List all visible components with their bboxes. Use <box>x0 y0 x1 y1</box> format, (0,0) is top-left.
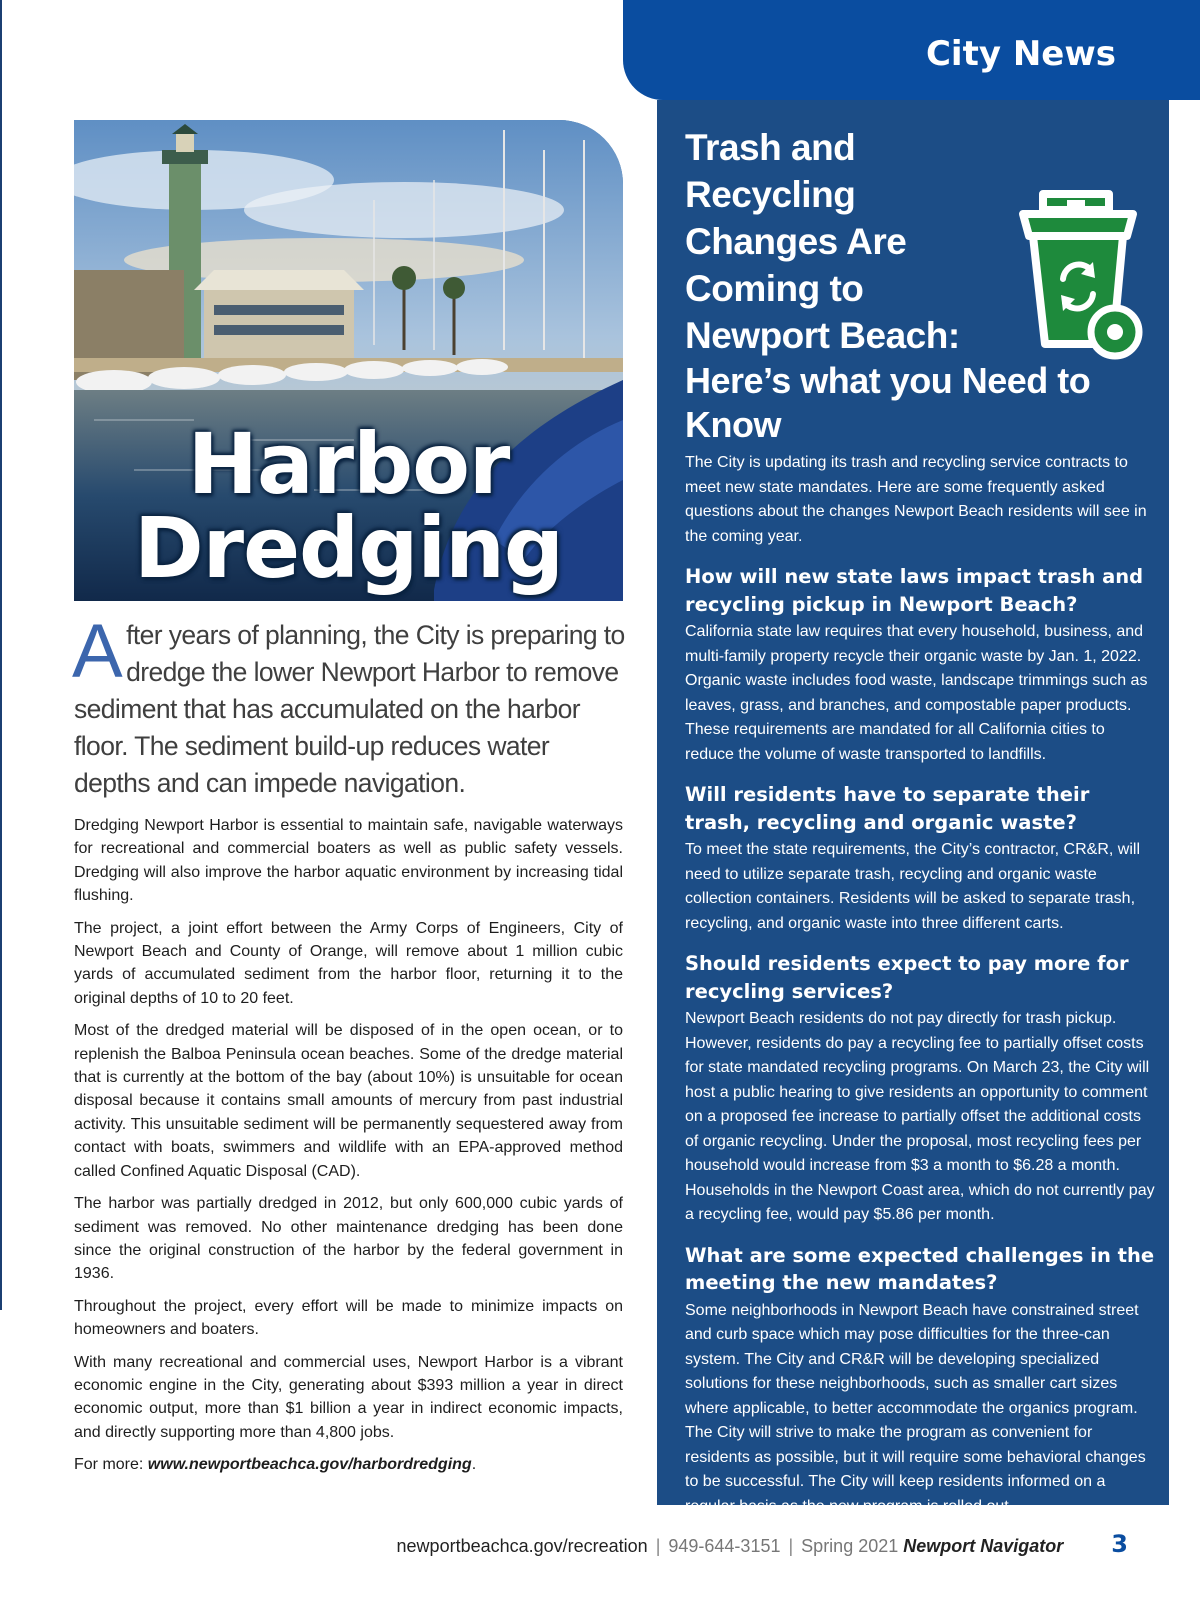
panel-subtitle: Here’s what you Need to Know <box>685 360 1091 445</box>
body-paragraph-6: With many recreational and commercial uses, Newport Harbor is a vibrant economic engine in the City, generating about $393 million a year in direct economic output, more than $1 billion a year in indirect economic impacts, and directly supporting more than 4,800 jobs. <box>74 1353 623 1441</box>
footer-phone: 949-644-3151 <box>668 1536 781 1556</box>
article-body <box>74 814 623 1486</box>
lead-paragraph <box>72 609 630 802</box>
faq-question-1: How will new state laws impact trash and recycling pickup in Newport Beach? <box>685 565 1144 616</box>
harbor-dredging-link[interactable]: www.newportbeachca.gov/harbordredging <box>147 1456 472 1474</box>
page-number: 3 <box>1111 1530 1128 1558</box>
faq-answer-4: Some neighborhoods in Newport Beach have constrained street and curb space which may pose difficulties for the three-can system. The City and CR&R will be developing specialized solutions for these neighborhoods, such as smaller cart sizes where applicable, to better accommodate the organics program. The City will strive to make the program as convenient for residents as possible, but it will require some behavioral changes to be successful. The City will keep residents informed on a regular basis as the new program is rolled out. <box>685 1301 1146 1515</box>
page-footer <box>0 1530 1128 1558</box>
harbor-photo <box>74 120 623 601</box>
body-paragraph-1: Dredging Newport Harbor is essential to maintain safe, navigable waterways for recreational and commercial boaters as well as public safety vessels. Dredging will also improve the harbor aquatic environment by increasing tidal flushing. <box>74 817 623 905</box>
faq-answer-3: Newport Beach residents do not pay directly for trash pickup. However, residents do pay a recycling fee to partially offset costs for state mandated recycling programs. On March 23, the City will host a public hearing to give residents an opportunity to comment on a proposed fee increase to partially offset the additional costs of organic recycling. Under the proposal, most recycling fees per household would increase from $3 a month to $6.28 a month. Households in the Newport Coast area, which do not currently pay a recycling fee, would pay $5.86 per month. <box>685 1010 1155 1223</box>
more-info-line <box>74 1453 623 1476</box>
drop-cap: A <box>72 609 123 694</box>
feature-title-line-1: Harbor <box>187 415 510 513</box>
footer-url: newportbeachca.gov/recreation <box>396 1536 648 1556</box>
footer-separator: | <box>655 1536 661 1556</box>
body-paragraph-5: Throughout the project, every effort will be made to minimize impacts on homeowners and boaters. <box>74 1297 623 1339</box>
panel-title: Trash and Recycling Changes Are Coming to Newport Beach: <box>685 127 960 356</box>
footer-season: Spring 2021 <box>801 1536 899 1556</box>
more-info-prefix: For more: <box>74 1456 148 1474</box>
body-paragraph-2: The project, a joint effort between the Army Corps of Engineers, City of Newport Beach and County of Orange, will remove about 1 million cubic yards of accumulated sediment from the harbor floor, returning it to the original depths of 10 to 20 feet. <box>74 919 623 1007</box>
body-paragraph-4: The harbor was partially dredged in 2012, but only 600,000 cubic yards of sediment was removed. No other maintenance dredging has been done since the original construction of the harbor by the federal government in 1936. <box>74 1195 623 1283</box>
panel-intro: The City is updating its trash and recycling service contracts to meet new state mandates. Here are some frequently asked questions about the changes Newport Beach residents will see in the coming year. <box>685 454 1147 545</box>
section-header-tab <box>623 0 1200 100</box>
trash-recycling-panel <box>657 100 1169 1515</box>
footer-separator: | <box>788 1536 794 1556</box>
faq-answer-1: California state law requires that every household, business, and multi-family property recycle their organic waste by Jan. 1, 2022. Organic waste includes food waste, landscape trimmings such as leaves, grass, and branches, and compostable paper products. These requirements are mandated for all California cities to reduce the volume of waste transported to landfills. <box>685 623 1148 763</box>
section-title: City News <box>925 34 1116 74</box>
recycling-bin-icon <box>1015 184 1145 364</box>
faq-question-3: Should residents expect to pay more for recycling services? <box>685 952 1129 1003</box>
body-paragraph-3: Most of the dredged material will be disposed of in the open ocean, or to replenish the Balboa Peninsula ocean beaches. Some of the dredge material that is currently at the bottom of the bay (about 10%) is unsuitable for ocean disposal because it contains small amounts of mercury from past industrial activity. This unsuitable sediment will be permanently sequestered away from contact with boats, swimmers and wildlife with an EPA-approved method called Confined Aquatic Disposal (CAD). <box>74 1022 623 1180</box>
faq-answer-2: To meet the state requirements, the City’s contractor, CR&R, will need to utilize separate trash, recycling and organic waste collection containers. Residents will be asked to separate trash, recycling, and organic waste into three different carts. <box>685 841 1140 932</box>
lead-text: fter years of planning, the City is preparing to dredge the lower Newport Harbor to remove sediment that has accumulated on the harbor floor. The sediment build-up reduces water depths and can impede navigation. <box>74 620 625 798</box>
faq-question-4: What are some expected challenges in the meeting the new mandates? <box>685 1243 1155 1294</box>
more-info-suffix: . <box>471 1456 477 1474</box>
faq-question-2: Will residents have to separate their trash, recycling and organic waste? <box>685 783 1090 834</box>
footer-publication: Newport Navigator <box>903 1536 1064 1556</box>
page-edge-rule <box>0 0 2 1310</box>
feature-title-line-2: Dredging <box>133 499 564 597</box>
